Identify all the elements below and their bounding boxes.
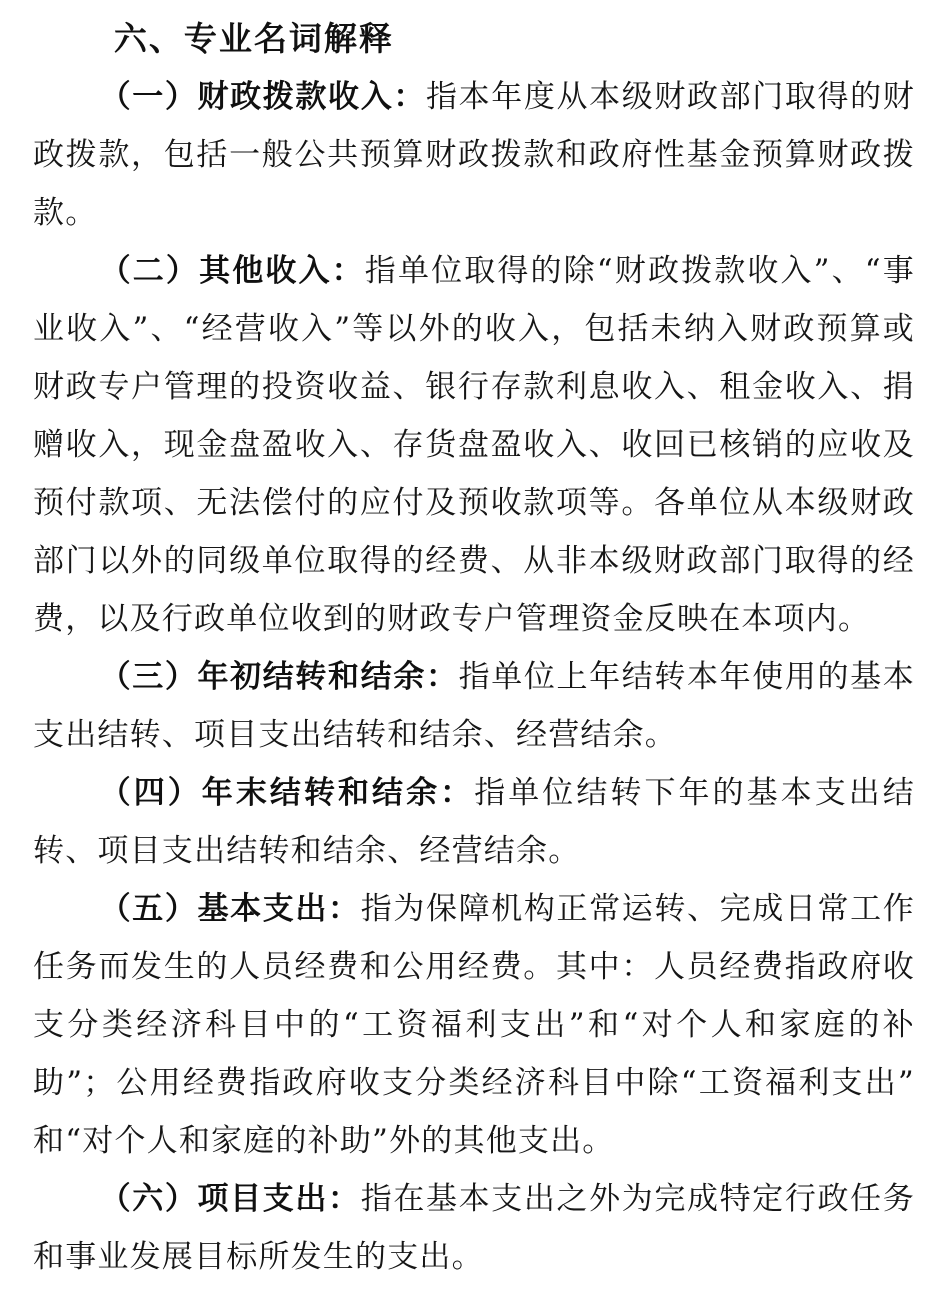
term-label-beginning-year-carryover: （三）年初结转和结余： [99,659,459,695]
definition-paragraph [33,1170,915,1286]
section-heading: 六、专业名词解释 [113,19,394,58]
definition-paragraph [33,880,915,1170]
term-definition: 指在基本支出之外为完成特定行政任务和事业发展目标所发生的支出。 [33,1181,915,1275]
definition-paragraph [33,242,915,648]
definition-paragraph [33,764,915,880]
term-definition: 指为保障机构正常运转、完成日常工作任务而发生的人员经费和公用经费。其中：人员经费指政府收支分类经济科目中的“工资福利支出”和“对个人和家庭的补助”；公用经费指政府收支分类经济科目中除“工资福利支出”和“对个人和家庭的补助”外的其他支出。 [33,891,915,1159]
definition-paragraph [33,648,915,764]
term-definition: 指单位取得的除“财政拨款收入”、“事业收入”、“经营收入”等以外的收入，包括未纳入财政预算或财政专户管理的投资收益、银行存款利息收入、租金收入、捐赠收入，现金盘盈收入、存货盘盈收入、收回已核销的应收及预付款项、无法偿付的应付及预收款项等。各单位从本级财政部门以外的同级单位取得的经费、从非本级财政部门取得的经费，以及行政单位收到的财政专户管理资金反映在本项内。 [33,253,915,637]
term-label-other-income: （二）其他收入： [99,253,365,289]
term-label-project-expenditure: （六）项目支出： [99,1181,361,1217]
term-definition: 指单位结转下年的基本支出结转、项目支出结转和结余、经营结余。 [33,775,916,869]
term-label-basic-expenditure: （五）基本支出： [99,891,361,927]
term-definition: 指本年度从本级财政部门取得的财政拨款，包括一般公共预算财政拨款和政府性基金预算财政拨款。 [33,79,916,231]
term-label-fiscal-appropriation-income: （一）财政拨款收入： [99,79,426,115]
term-label-year-end-carryover: （四）年末结转和结余： [99,775,475,811]
term-definition: 指单位上年结转本年使用的基本支出结转、项目支出结转和结余、经营结余。 [33,659,915,753]
definition-paragraph [33,68,915,242]
